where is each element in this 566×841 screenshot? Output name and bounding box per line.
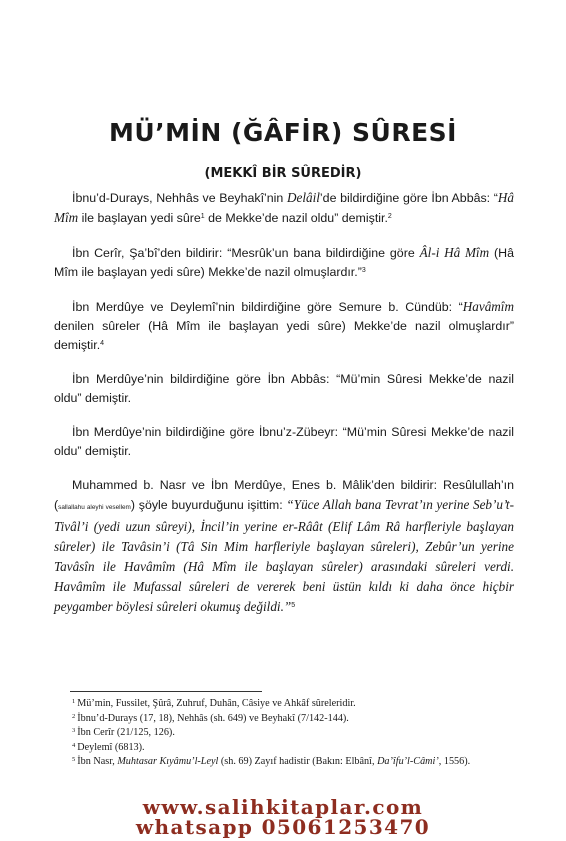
p3-text-c: denilen sûreler (Hâ Mîm ile başlayan yedi sûre) Mekke’de nazil olmuşlardır” demiştir. <box>54 319 514 352</box>
hadith-quote: “Yüce Allah bana Tevrat’ın yerine Seb’u’t-Tivâl’i (yedi uzun sûreyi), İncil’in yerine er-Râât (Elif Lâm Râ harfleriyle başlayan sûreler) ile Tavâsin’i (Tâ Sin Mim harfleriyle başlayan sûreleri), Zebûr’un yerine Tavâsîn ile Havâmîm (Hâ Mîm ile başlayan sûreler) arasındaki sûreleri verdi. Havâmîm ile Mufassal sûreleri de vererek beni üstün kıldı ki daha önce hiçbir peygamber böylesi sûreleri okumuş değildi.” <box>54 497 514 614</box>
p6-text-a: Muhammed b. Nasr ve İbn Merdûye, Enes b. Mâlik’den bildirir: Resûlullah’ın ( <box>54 478 514 512</box>
footnote-text: İbnu’d-Durays (17, 18), Nehhâs (sh. 649) ve Beyhakî (7/142-144). <box>77 712 349 724</box>
footnote-number: 4 <box>72 741 76 749</box>
main-text <box>54 188 514 632</box>
paragraph-3 <box>54 297 514 355</box>
footnote-4 <box>54 741 514 756</box>
p1-italic-delail: Delâil <box>286 190 320 205</box>
p2-text-a: İbn Cerîr, Şa’bî’den bildirir: “Mesrûk’un bana bildirdiğine göre <box>72 246 420 260</box>
p5-text: İbn Merdûye’nin bildirdiğine göre İbnu’z-Zübeyr: “Mü’min Sûresi Mekke’de nazil oldu” demiştir. <box>54 425 514 458</box>
footnote-ref-3[interactable]: 3 <box>361 267 366 274</box>
footnote-ref-5[interactable]: 5 <box>291 602 296 609</box>
salutation-text: sallallahu aleyhi vesellem <box>58 504 131 511</box>
footnote-divider <box>70 691 262 692</box>
footnote-text: Mü’min, Fussilet, Şûrâ, Zuhruf, Duhân, Câsiye ve Ahkâf sûreleridir. <box>77 698 356 709</box>
footnote-ref-1[interactable]: 1 <box>200 213 205 220</box>
p3-text-a: İbn Merdûye ve Deylemî’nin bildirdiğine göre Semure b. Cündüb: “ <box>72 300 463 314</box>
p1-text-e: ile başlayan yedi sûre <box>78 211 201 225</box>
footnote-3 <box>54 726 514 741</box>
footnote-text-a: İbn Nasr, <box>77 756 118 768</box>
page-title: MÜ’MİN (ĞÂFİR) SÛRESİ <box>109 118 457 147</box>
footnote-2 <box>54 712 514 727</box>
footnote-text-c: (sh. 69) Zayıf hadistir (Bakın: Elbânî, <box>218 756 378 768</box>
watermark-website: www.salihkitaplar.com <box>142 795 424 819</box>
p3-italic-havamim: Havâmîm <box>462 299 514 314</box>
footnote-text: Deylemî (6813). <box>77 741 145 753</box>
footnote-number: 2 <box>72 712 76 720</box>
footnote-book-title: Muhtasar Kıyâmu’l-Leyl <box>117 756 219 768</box>
paragraph-1 <box>54 188 514 228</box>
p4-text: İbn Merdûye’nin bildirdiğine göre İbn Abbâs: “Mü’min Sûresi Mekke’de nazil oldu” demiştir. <box>54 372 514 405</box>
p1-text-a: İbnu’d-Durays, Nehhâs ve Beyhakî’nin <box>72 191 287 205</box>
footnote-number: 5 <box>72 756 76 764</box>
footnote-number: 3 <box>72 727 76 735</box>
p6-text-b: ) şöyle buyurduğunu işittim: <box>130 498 287 512</box>
footnote-number: 1 <box>72 698 76 705</box>
p2-italic-al-i-ha-mim: Âl-i Hâ Mîm <box>419 245 490 260</box>
footnote-5 <box>54 755 514 770</box>
footnote-text-e: , 1556). <box>438 756 471 768</box>
footnote-ref-4[interactable]: 4 <box>100 340 105 347</box>
paragraph-2 <box>54 243 514 282</box>
footnote-text: İbn Cerîr (21/125, 126). <box>77 727 175 739</box>
p1-text-g: de Mekke’de nazil oldu” demiştir. <box>204 211 388 225</box>
paragraph-4 <box>54 370 514 408</box>
paragraph-6 <box>54 476 514 617</box>
p1-text-c: ’de bildirdiğine göre İbn Abbâs: “ <box>319 191 498 205</box>
footnotes <box>54 697 514 770</box>
footnote-book-title-2: Da’îfu’l-Câmi’ <box>377 756 439 768</box>
page-subtitle: (MEKKÎ BİR SÛREDİR) <box>204 166 362 181</box>
p1-italic-ha-mim: Hâ Mîm <box>54 190 515 225</box>
paragraph-5 <box>54 423 514 461</box>
p2-text-c: (Hâ Mîm ile başlayan yedi sûre) Mekke’de nazil olmuşlardır.” <box>54 246 514 279</box>
footnote-1 <box>54 697 514 712</box>
watermark-whatsapp: whatsapp 05061253470 <box>135 815 431 839</box>
footnote-ref-2[interactable]: 2 <box>387 213 392 220</box>
